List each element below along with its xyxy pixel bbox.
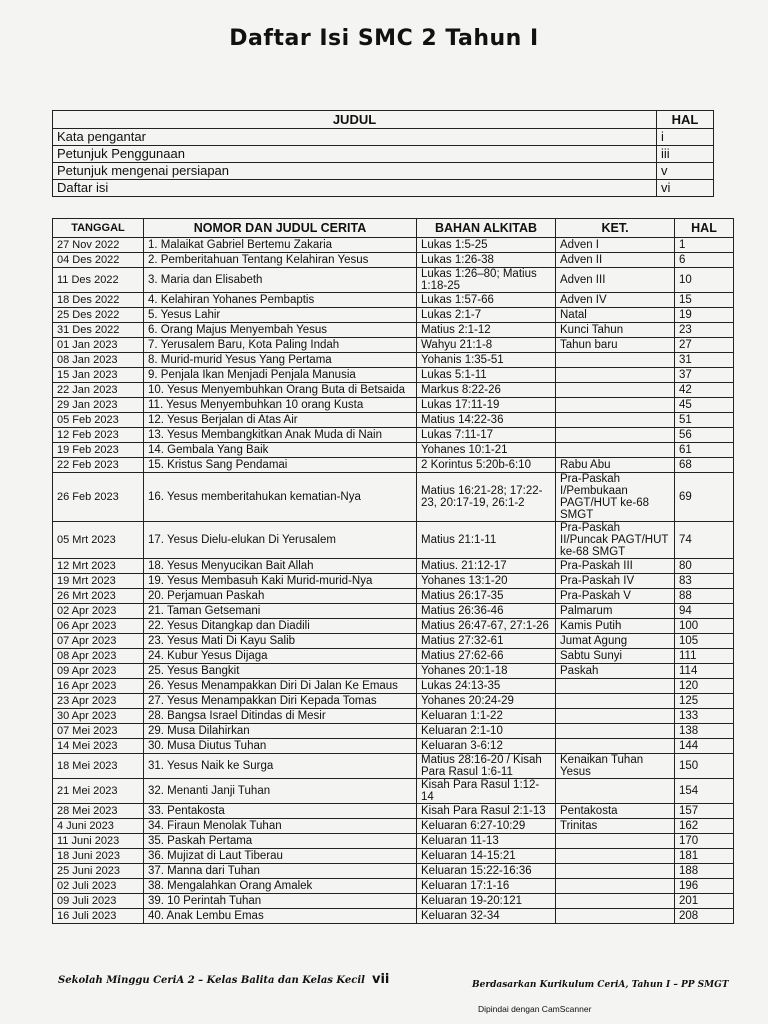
cell-hal: 120: [675, 679, 734, 694]
cell-bahan-alkitab: Keluaran 3-6:12: [417, 739, 556, 754]
table-row: [53, 709, 734, 724]
cell-tanggal: 30 Apr 2023: [53, 709, 144, 724]
cell-tanggal: 04 Des 2022: [53, 253, 144, 268]
footer-left: Sekolah Minggu CeriA 2 – Kelas Balita dan Kelas Kecil: [58, 975, 365, 986]
cell-hal: 188: [675, 864, 734, 879]
cell-hal: 37: [675, 368, 734, 383]
cell-ket: Natal: [556, 308, 675, 323]
cell-tanggal: 11 Juni 2023: [53, 834, 144, 849]
cell-judul-cerita: 26. Yesus Menampakkan Diri Di Jalan Ke Emaus: [144, 679, 417, 694]
cell-hal: 42: [675, 383, 734, 398]
cell-ket: [556, 709, 675, 724]
cell-tanggal: 18 Des 2022: [53, 293, 144, 308]
cell-hal: 196: [675, 879, 734, 894]
cell-ket: Jumat Agung: [556, 634, 675, 649]
cell-tanggal: 31 Des 2022: [53, 323, 144, 338]
cell-hal: 6: [675, 253, 734, 268]
cell-tanggal: 27 Nov 2022: [53, 238, 144, 253]
cell-hal: 51: [675, 413, 734, 428]
cell-judul-cerita: 35. Paskah Pertama: [144, 834, 417, 849]
cell-hal: 45: [675, 398, 734, 413]
cell-hal: 23: [675, 323, 734, 338]
cell-tanggal: 21 Mei 2023: [53, 779, 144, 804]
cell-ket: [556, 849, 675, 864]
cell-ket: [556, 413, 675, 428]
table-row: [53, 458, 734, 473]
cell-tanggal: 18 Juni 2023: [53, 849, 144, 864]
cell-hal: 111: [675, 649, 734, 664]
cell-tanggal: 4 Juni 2023: [53, 819, 144, 834]
cell-tanggal: 09 Apr 2023: [53, 664, 144, 679]
cell-bahan-alkitab: Matius. 21:12-17: [417, 559, 556, 574]
cell-tanggal: 16 Apr 2023: [53, 679, 144, 694]
cell-bahan-alkitab: Lukas 24:13-35: [417, 679, 556, 694]
cell-tanggal: 16 Juli 2023: [53, 909, 144, 924]
table-row: [53, 323, 734, 338]
cell-judul-cerita: 5. Yesus Lahir: [144, 308, 417, 323]
cell-ket: Pra-Paskah I/Pembukaan PAGT/HUT ke-68 SMGT: [556, 473, 675, 522]
cell-tanggal: 08 Apr 2023: [53, 649, 144, 664]
table-row: [53, 383, 734, 398]
cell-ket: [556, 428, 675, 443]
cell-hal: 133: [675, 709, 734, 724]
cell-bahan-alkitab: Lukas 17:11-19: [417, 398, 556, 413]
table-row: [53, 804, 734, 819]
intro-hal: i: [657, 129, 714, 146]
table-row: [53, 779, 734, 804]
cell-hal: 125: [675, 694, 734, 709]
cell-ket: [556, 909, 675, 924]
table-row: [53, 894, 734, 909]
cell-ket: [556, 779, 675, 804]
cell-tanggal: 11 Des 2022: [53, 268, 144, 293]
cell-bahan-alkitab: Keluaran 2:1-10: [417, 724, 556, 739]
cell-ket: Adven II: [556, 253, 675, 268]
cell-hal: 150: [675, 754, 734, 779]
table-row: [53, 559, 734, 574]
cell-tanggal: 08 Jan 2023: [53, 353, 144, 368]
cell-hal: 88: [675, 589, 734, 604]
table-row: [53, 589, 734, 604]
cell-hal: 31: [675, 353, 734, 368]
intro-body: [53, 129, 714, 197]
cell-tanggal: 05 Mrt 2023: [53, 522, 144, 559]
intro-judul: Kata pengantar: [53, 129, 657, 146]
cell-bahan-alkitab: Kisah Para Rasul 2:1-13: [417, 804, 556, 819]
table-row: [53, 739, 734, 754]
cell-bahan-alkitab: Wahyu 21:1-8: [417, 338, 556, 353]
cell-ket: Kenaikan Tuhan Yesus: [556, 754, 675, 779]
cell-ket: [556, 368, 675, 383]
cell-hal: 114: [675, 664, 734, 679]
intro-hal: vi: [657, 180, 714, 197]
cell-ket: Pentakosta: [556, 804, 675, 819]
cell-ket: [556, 694, 675, 709]
table-row: [53, 308, 734, 323]
table-row: [53, 849, 734, 864]
intro-row: [53, 180, 714, 197]
cell-tanggal: 07 Mei 2023: [53, 724, 144, 739]
cell-hal: 69: [675, 473, 734, 522]
table-row: [53, 443, 734, 458]
story-body: [53, 238, 734, 924]
intro-hal: v: [657, 163, 714, 180]
cell-tanggal: 26 Mrt 2023: [53, 589, 144, 604]
cell-ket: Kunci Tahun: [556, 323, 675, 338]
cell-bahan-alkitab: Yohanes 10:1-21: [417, 443, 556, 458]
table-row: [53, 664, 734, 679]
cell-bahan-alkitab: Lukas 7:11-17: [417, 428, 556, 443]
cell-judul-cerita: 7. Yerusalem Baru, Kota Paling Indah: [144, 338, 417, 353]
cell-judul-cerita: 12. Yesus Berjalan di Atas Air: [144, 413, 417, 428]
table-row: [53, 413, 734, 428]
cell-judul-cerita: 33. Pentakosta: [144, 804, 417, 819]
cell-judul-cerita: 6. Orang Majus Menyembah Yesus: [144, 323, 417, 338]
cell-tanggal: 22 Feb 2023: [53, 458, 144, 473]
cell-bahan-alkitab: Matius 27:32-61: [417, 634, 556, 649]
page-title: Daftar Isi SMC 2 Tahun I: [229, 26, 539, 51]
page-number: vii: [372, 972, 390, 987]
cell-judul-cerita: 38. Mengalahkan Orang Amalek: [144, 879, 417, 894]
cell-hal: 15: [675, 293, 734, 308]
cell-judul-cerita: 21. Taman Getsemani: [144, 604, 417, 619]
cell-judul-cerita: 20. Perjamuan Paskah: [144, 589, 417, 604]
cell-ket: [556, 894, 675, 909]
intro-row: [53, 129, 714, 146]
cell-ket: [556, 739, 675, 754]
intro-hal: iii: [657, 146, 714, 163]
cell-ket: Adven I: [556, 238, 675, 253]
intro-judul: Petunjuk Penggunaan: [53, 146, 657, 163]
cell-judul-cerita: 29. Musa Dilahirkan: [144, 724, 417, 739]
cell-judul-cerita: 15. Kristus Sang Pendamai: [144, 458, 417, 473]
header-judul-cerita: NOMOR DAN JUDUL CERITA: [144, 219, 417, 238]
cell-bahan-alkitab: Keluaran 6:27-10:29: [417, 819, 556, 834]
cell-hal: 105: [675, 634, 734, 649]
table-row: [53, 268, 734, 293]
cell-judul-cerita: 3. Maria dan Elisabeth: [144, 268, 417, 293]
cell-bahan-alkitab: Markus 8:22-26: [417, 383, 556, 398]
cell-tanggal: 02 Juli 2023: [53, 879, 144, 894]
table-row: [53, 679, 734, 694]
cell-ket: Pra-Paskah IV: [556, 574, 675, 589]
cell-judul-cerita: 36. Mujizat di Laut Tiberau: [144, 849, 417, 864]
cell-tanggal: 05 Feb 2023: [53, 413, 144, 428]
cell-judul-cerita: 9. Penjala Ikan Menjadi Penjala Manusia: [144, 368, 417, 383]
cell-ket: Pra-Paskah II/Puncak PAGT/HUT ke-68 SMGT: [556, 522, 675, 559]
table-row: [53, 649, 734, 664]
cell-judul-cerita: 19. Yesus Membasuh Kaki Murid-murid-Nya: [144, 574, 417, 589]
cell-judul-cerita: 11. Yesus Menyembuhkan 10 orang Kusta: [144, 398, 417, 413]
cell-judul-cerita: 40. Anak Lembu Emas: [144, 909, 417, 924]
cell-hal: 27: [675, 338, 734, 353]
cell-bahan-alkitab: Keluaran 11-13: [417, 834, 556, 849]
cell-bahan-alkitab: Yohanes 20:24-29: [417, 694, 556, 709]
cell-tanggal: 02 Apr 2023: [53, 604, 144, 619]
cell-hal: 94: [675, 604, 734, 619]
cell-tanggal: 09 Juli 2023: [53, 894, 144, 909]
header-ket: KET.: [556, 219, 675, 238]
cell-judul-cerita: 24. Kubur Yesus Dijaga: [144, 649, 417, 664]
intro-table: [52, 110, 714, 197]
intro-header-judul: JUDUL: [53, 111, 657, 129]
footer-right: Berdasarkan Kurikulum CeriA, Tahun I – PP SMGT: [472, 980, 729, 990]
cell-judul-cerita: 22. Yesus Ditangkap dan Diadili: [144, 619, 417, 634]
cell-ket: Adven III: [556, 268, 675, 293]
cell-ket: Pra-Paskah III: [556, 559, 675, 574]
cell-bahan-alkitab: Yohanes 13:1-20: [417, 574, 556, 589]
cell-judul-cerita: 4. Kelahiran Yohanes Pembaptis: [144, 293, 417, 308]
cell-bahan-alkitab: Keluaran 15:22-16:36: [417, 864, 556, 879]
cell-bahan-alkitab: Matius 26:17-35: [417, 589, 556, 604]
cell-judul-cerita: 1. Malaikat Gabriel Bertemu Zakaria: [144, 238, 417, 253]
cell-bahan-alkitab: Yohanes 20:1-18: [417, 664, 556, 679]
cell-tanggal: 12 Feb 2023: [53, 428, 144, 443]
table-row: [53, 368, 734, 383]
table-row: [53, 754, 734, 779]
table-row: [53, 338, 734, 353]
cell-bahan-alkitab: Matius 21:1-11: [417, 522, 556, 559]
table-row: [53, 574, 734, 589]
header-bahan-alkitab: BAHAN ALKITAB: [417, 219, 556, 238]
cell-hal: 83: [675, 574, 734, 589]
cell-hal: 201: [675, 894, 734, 909]
cell-judul-cerita: 27. Yesus Menampakkan Diri Kepada Tomas: [144, 694, 417, 709]
table-row: [53, 428, 734, 443]
table-row: [53, 522, 734, 559]
cell-bahan-alkitab: Lukas 1:26–80; Matius 1:18-25: [417, 268, 556, 293]
cell-tanggal: 28 Mei 2023: [53, 804, 144, 819]
cell-bahan-alkitab: Matius 14:22-36: [417, 413, 556, 428]
cell-judul-cerita: 28. Bangsa Israel Ditindas di Mesir: [144, 709, 417, 724]
cell-bahan-alkitab: Matius 2:1-12: [417, 323, 556, 338]
table-row: [53, 864, 734, 879]
table-row: [53, 398, 734, 413]
cell-bahan-alkitab: Lukas 1:26-38: [417, 253, 556, 268]
cell-tanggal: 19 Feb 2023: [53, 443, 144, 458]
cell-bahan-alkitab: Yohanis 1:35-51: [417, 353, 556, 368]
intro-row: [53, 146, 714, 163]
cell-bahan-alkitab: Matius 16:21-28; 17:22-23, 20:17-19, 26:1-2: [417, 473, 556, 522]
cell-ket: [556, 864, 675, 879]
cell-hal: 1: [675, 238, 734, 253]
table-row: [53, 834, 734, 849]
scanner-watermark: Dipindai dengan CamScanner: [478, 1004, 592, 1014]
table-row: [53, 909, 734, 924]
cell-hal: 162: [675, 819, 734, 834]
cell-tanggal: 22 Jan 2023: [53, 383, 144, 398]
cell-tanggal: 25 Des 2022: [53, 308, 144, 323]
table-row: [53, 604, 734, 619]
intro-judul: Petunjuk mengenai persiapan: [53, 163, 657, 180]
cell-bahan-alkitab: Kisah Para Rasul 1:12-14: [417, 779, 556, 804]
cell-ket: Palmarum: [556, 604, 675, 619]
cell-judul-cerita: 25. Yesus Bangkit: [144, 664, 417, 679]
cell-bahan-alkitab: Lukas 1:5-25: [417, 238, 556, 253]
cell-ket: [556, 834, 675, 849]
cell-tanggal: 14 Mei 2023: [53, 739, 144, 754]
cell-judul-cerita: 13. Yesus Membangkitkan Anak Muda di Nain: [144, 428, 417, 443]
cell-tanggal: 06 Apr 2023: [53, 619, 144, 634]
cell-judul-cerita: 37. Manna dari Tuhan: [144, 864, 417, 879]
cell-judul-cerita: 16. Yesus memberitahukan kematian-Nya: [144, 473, 417, 522]
cell-bahan-alkitab: Matius 28:16-20 / Kisah Para Rasul 1:6-11: [417, 754, 556, 779]
table-row: [53, 879, 734, 894]
cell-ket: [556, 879, 675, 894]
cell-ket: Trinitas: [556, 819, 675, 834]
cell-tanggal: 18 Mei 2023: [53, 754, 144, 779]
cell-tanggal: 25 Juni 2023: [53, 864, 144, 879]
cell-judul-cerita: 39. 10 Perintah Tuhan: [144, 894, 417, 909]
intro-header-row: [53, 111, 714, 129]
cell-hal: 100: [675, 619, 734, 634]
cell-bahan-alkitab: Lukas 5:1-11: [417, 368, 556, 383]
cell-judul-cerita: 14. Gembala Yang Baik: [144, 443, 417, 458]
story-header-row: [53, 219, 734, 238]
cell-bahan-alkitab: Keluaran 14-15:21: [417, 849, 556, 864]
table-row: [53, 619, 734, 634]
cell-hal: 19: [675, 308, 734, 323]
cell-judul-cerita: 8. Murid-murid Yesus Yang Pertama: [144, 353, 417, 368]
intro-header-hal: HAL: [657, 111, 714, 129]
cell-hal: 181: [675, 849, 734, 864]
cell-hal: 10: [675, 268, 734, 293]
cell-ket: Adven IV: [556, 293, 675, 308]
intro-judul: Daftar isi: [53, 180, 657, 197]
header-hal: HAL: [675, 219, 734, 238]
cell-judul-cerita: 10. Yesus Menyembuhkan Orang Buta di Betsaida: [144, 383, 417, 398]
cell-ket: [556, 398, 675, 413]
cell-ket: Rabu Abu: [556, 458, 675, 473]
header-tanggal: TANGGAL: [53, 219, 144, 238]
cell-hal: 80: [675, 559, 734, 574]
cell-tanggal: 29 Jan 2023: [53, 398, 144, 413]
cell-ket: [556, 353, 675, 368]
table-row: [53, 634, 734, 649]
cell-judul-cerita: 2. Pemberitahuan Tentang Kelahiran Yesus: [144, 253, 417, 268]
table-row: [53, 293, 734, 308]
table-row: [53, 353, 734, 368]
cell-tanggal: 26 Feb 2023: [53, 473, 144, 522]
cell-judul-cerita: 23. Yesus Mati Di Kayu Salib: [144, 634, 417, 649]
cell-hal: 157: [675, 804, 734, 819]
cell-hal: 170: [675, 834, 734, 849]
cell-judul-cerita: 18. Yesus Menyucikan Bait Allah: [144, 559, 417, 574]
cell-judul-cerita: 34. Firaun Menolak Tuhan: [144, 819, 417, 834]
cell-tanggal: 07 Apr 2023: [53, 634, 144, 649]
cell-hal: 208: [675, 909, 734, 924]
cell-bahan-alkitab: 2 Korintus 5:20b-6:10: [417, 458, 556, 473]
cell-judul-cerita: 30. Musa Diutus Tuhan: [144, 739, 417, 754]
cell-judul-cerita: 31. Yesus Naik ke Surga: [144, 754, 417, 779]
cell-judul-cerita: 32. Menanti Janji Tuhan: [144, 779, 417, 804]
cell-ket: [556, 724, 675, 739]
table-row: [53, 238, 734, 253]
cell-ket: Tahun baru: [556, 338, 675, 353]
cell-ket: [556, 679, 675, 694]
table-row: [53, 724, 734, 739]
cell-hal: 74: [675, 522, 734, 559]
cell-bahan-alkitab: Matius 27:62-66: [417, 649, 556, 664]
cell-bahan-alkitab: Keluaran 1:1-22: [417, 709, 556, 724]
cell-ket: Pra-Paskah V: [556, 589, 675, 604]
cell-tanggal: 12 Mrt 2023: [53, 559, 144, 574]
cell-tanggal: 19 Mrt 2023: [53, 574, 144, 589]
cell-bahan-alkitab: Lukas 2:1-7: [417, 308, 556, 323]
cell-bahan-alkitab: Keluaran 32-34: [417, 909, 556, 924]
table-row: [53, 473, 734, 522]
cell-hal: 61: [675, 443, 734, 458]
cell-ket: Sabtu Sunyi: [556, 649, 675, 664]
cell-hal: 138: [675, 724, 734, 739]
cell-hal: 154: [675, 779, 734, 804]
table-row: [53, 694, 734, 709]
table-row: [53, 253, 734, 268]
cell-tanggal: 15 Jan 2023: [53, 368, 144, 383]
cell-ket: Kamis Putih: [556, 619, 675, 634]
cell-bahan-alkitab: Keluaran 19-20:121: [417, 894, 556, 909]
cell-bahan-alkitab: Matius 26:36-46: [417, 604, 556, 619]
intro-row: [53, 163, 714, 180]
cell-judul-cerita: 17. Yesus Dielu-elukan Di Yerusalem: [144, 522, 417, 559]
cell-bahan-alkitab: Keluaran 17:1-16: [417, 879, 556, 894]
cell-hal: 68: [675, 458, 734, 473]
cell-hal: 56: [675, 428, 734, 443]
cell-tanggal: 01 Jan 2023: [53, 338, 144, 353]
cell-ket: [556, 443, 675, 458]
cell-hal: 144: [675, 739, 734, 754]
cell-bahan-alkitab: Lukas 1:57-66: [417, 293, 556, 308]
story-table: [52, 218, 734, 924]
table-row: [53, 819, 734, 834]
cell-bahan-alkitab: Matius 26:47-67, 27:1-26: [417, 619, 556, 634]
cell-tanggal: 23 Apr 2023: [53, 694, 144, 709]
cell-ket: [556, 383, 675, 398]
cell-ket: Paskah: [556, 664, 675, 679]
